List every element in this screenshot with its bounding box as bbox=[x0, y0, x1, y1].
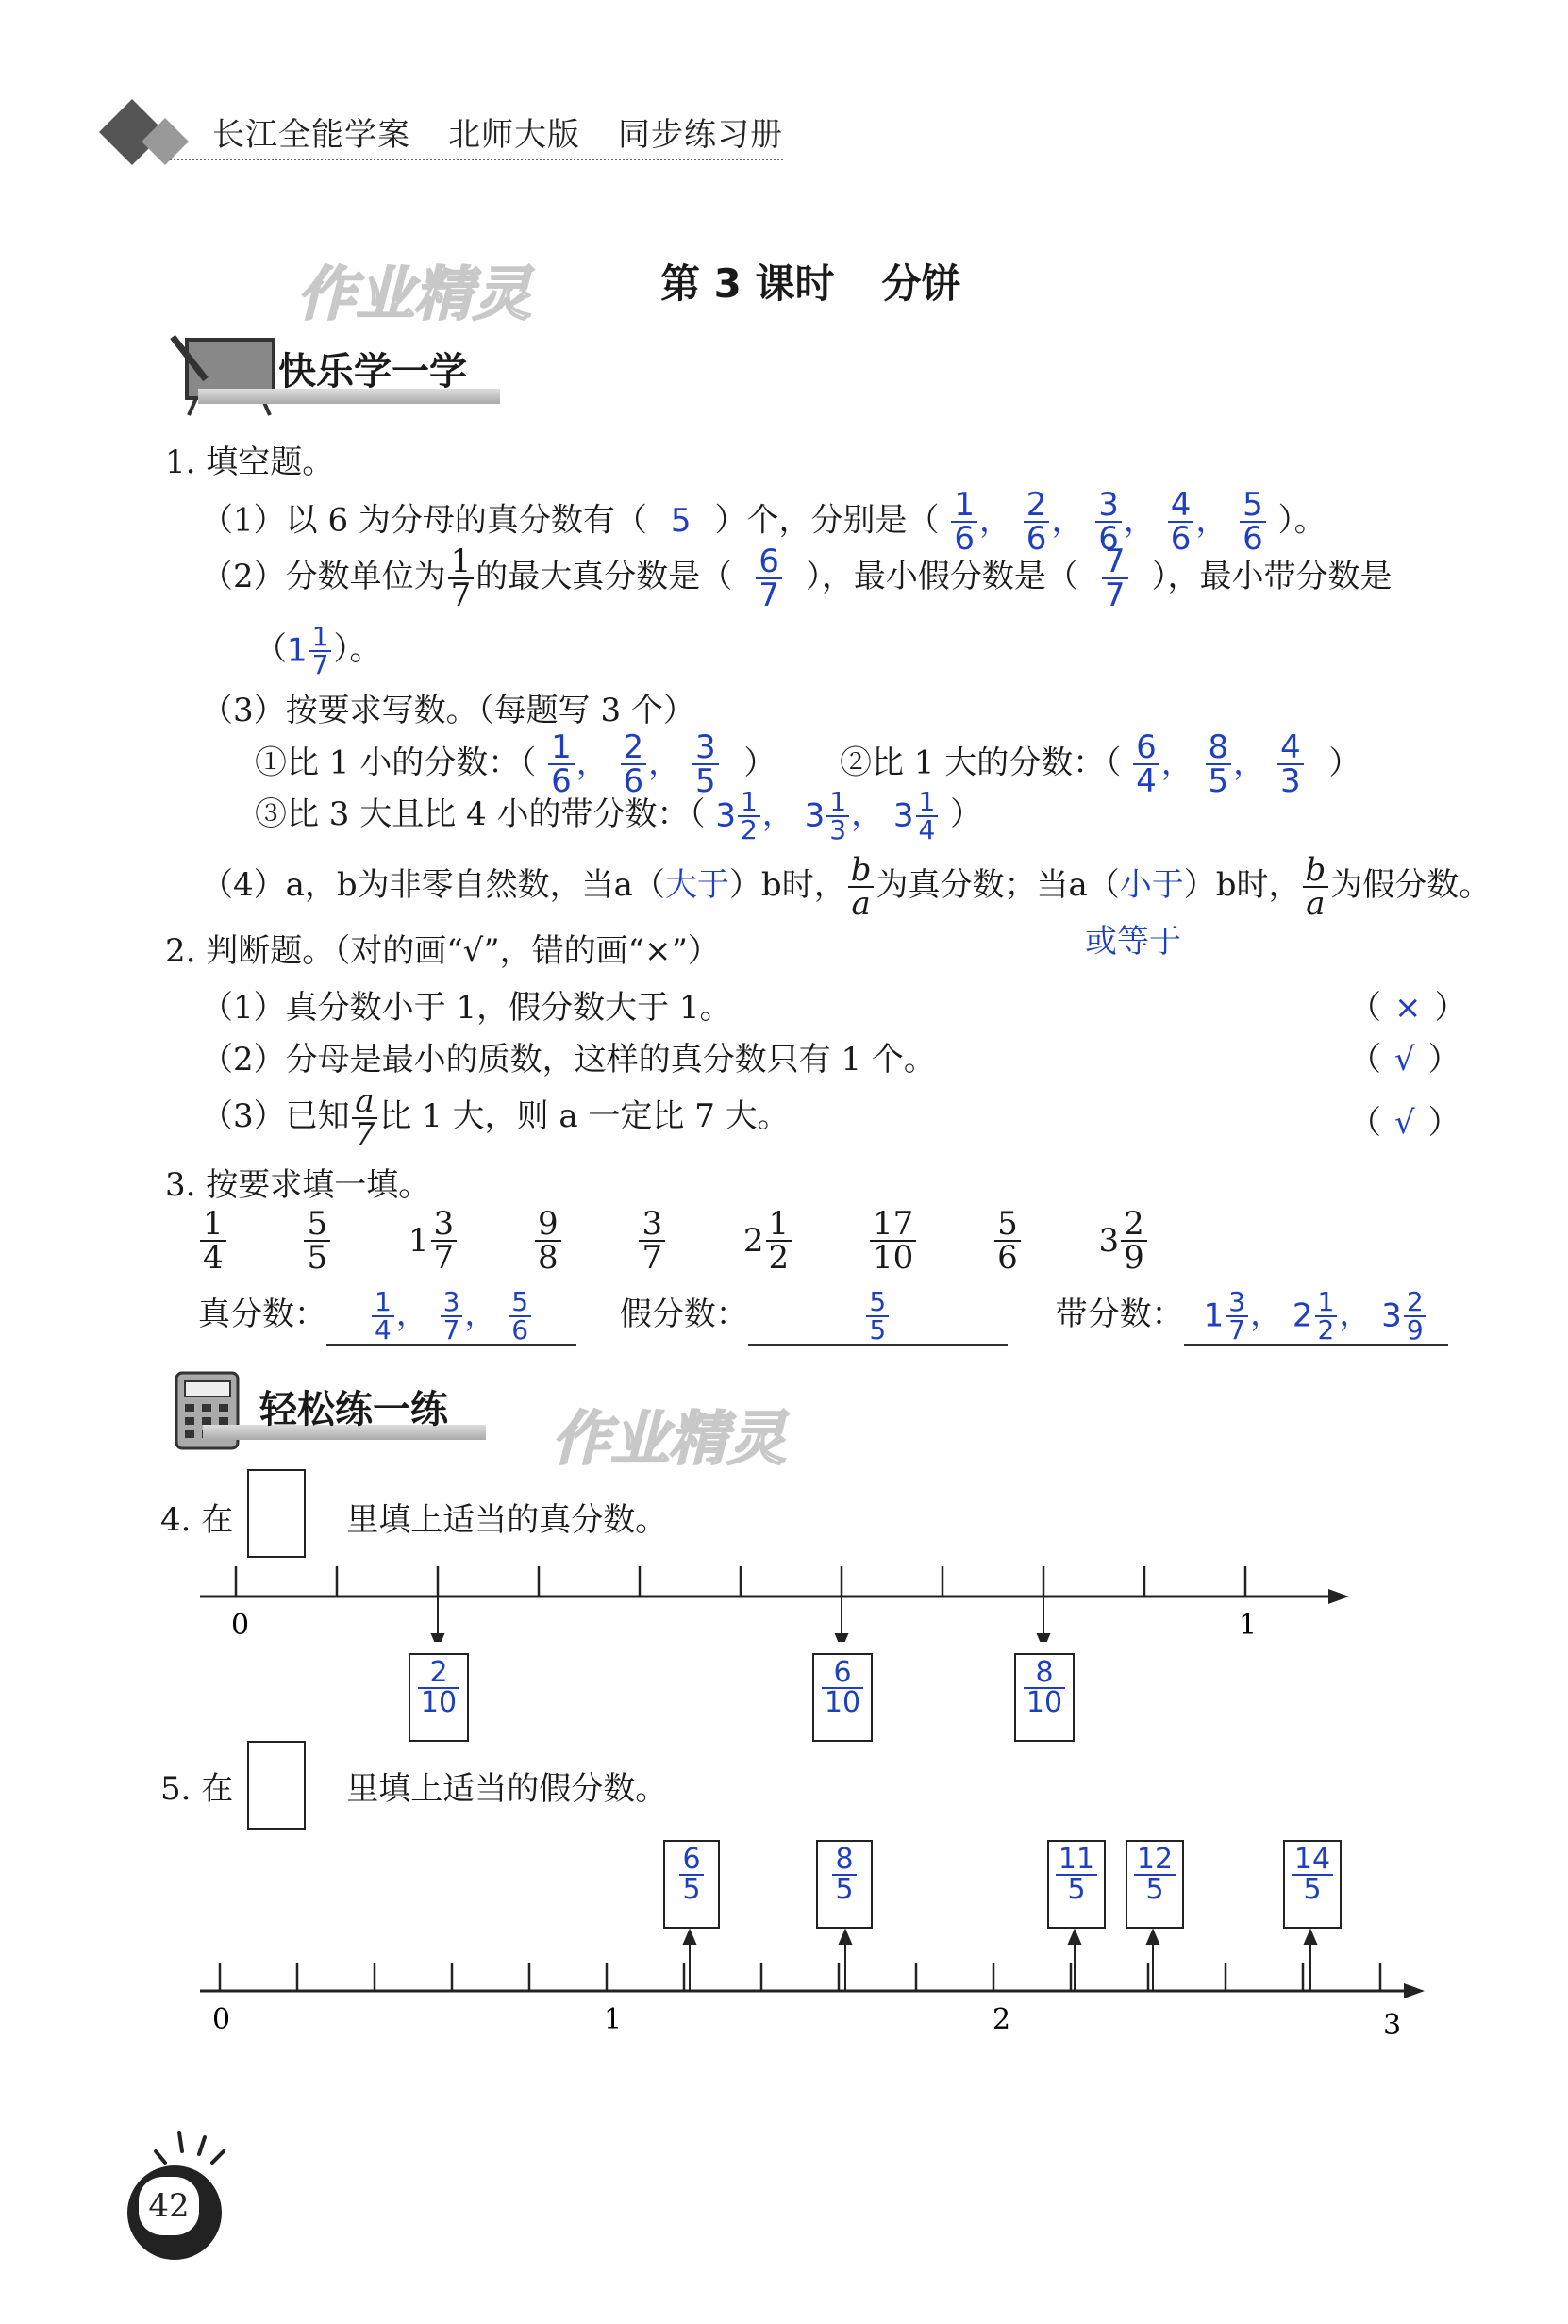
section2-label: 轻松练一练 bbox=[259, 1388, 448, 1431]
fraction bbox=[448, 543, 475, 614]
denominator: 7 bbox=[1104, 577, 1126, 614]
fraction bbox=[826, 785, 849, 845]
q5-tick-1: 1 bbox=[604, 2003, 623, 2036]
numerator: 2 bbox=[1404, 1289, 1426, 1317]
denominator: 6 bbox=[511, 1313, 529, 1346]
q1-p4-answer1: 大于 bbox=[664, 866, 729, 904]
numerator: 6 bbox=[1133, 731, 1159, 765]
denominator: 6 bbox=[997, 1239, 1018, 1277]
text: ），最小带分数是 bbox=[1151, 558, 1393, 595]
numerator: 1 bbox=[826, 789, 849, 817]
denominator: 5 bbox=[694, 762, 716, 800]
q5-tick-3: 3 bbox=[1383, 2009, 1402, 2038]
sep: ， bbox=[575, 744, 609, 782]
q1-p2-answer1 bbox=[756, 543, 782, 614]
text: ）。 bbox=[1277, 501, 1326, 540]
denominator: 3 bbox=[829, 813, 847, 845]
sep: ， bbox=[1051, 501, 1084, 540]
denominator: 7 bbox=[442, 1313, 460, 1346]
denominator: 2 bbox=[1317, 1313, 1335, 1346]
fraction bbox=[509, 1285, 531, 1346]
numerator: 8 bbox=[1206, 731, 1232, 765]
text: （ bbox=[255, 630, 287, 668]
denominator: 6 bbox=[1170, 520, 1192, 558]
numerator: 8 bbox=[1024, 1659, 1065, 1689]
q4-prompt bbox=[160, 1494, 667, 1540]
sep: ， bbox=[1339, 1296, 1372, 1333]
denominator: 10 bbox=[420, 1686, 458, 1719]
numerator: 3 bbox=[639, 1208, 665, 1242]
answers bbox=[1121, 728, 1315, 800]
watermark-2: 作业精灵 bbox=[552, 1404, 787, 1473]
q5-sample-box bbox=[247, 1741, 306, 1830]
text: ） bbox=[1328, 744, 1361, 782]
fraction bbox=[832, 1843, 856, 1906]
q1-part4 bbox=[201, 851, 1492, 923]
q1-stem: 1. 填空题。 bbox=[165, 443, 335, 481]
denominator: 9 bbox=[1124, 1239, 1144, 1277]
q2-item3-answer bbox=[1349, 1096, 1460, 1143]
text: ①比 1 小的分数：（ bbox=[255, 744, 537, 782]
denominator: 5 bbox=[307, 1239, 328, 1277]
calculator-icon bbox=[172, 1368, 247, 1453]
lesson-title bbox=[660, 253, 960, 309]
q3-stem: 3. 按要求填一填。 bbox=[165, 1166, 431, 1204]
denominator: 5 bbox=[869, 1313, 887, 1346]
denominator: 5 bbox=[682, 1873, 701, 1906]
q1-part3-3 bbox=[255, 785, 983, 845]
q5-answer-box bbox=[1283, 1840, 1342, 1929]
denominator: 4 bbox=[1136, 762, 1157, 800]
numerator: 12 bbox=[1134, 1846, 1176, 1876]
numerator: 11 bbox=[1056, 1846, 1097, 1876]
ticks bbox=[236, 1566, 1245, 1597]
q1-p4-answer2: 小于 bbox=[1119, 866, 1184, 904]
numerator: 9 bbox=[535, 1208, 561, 1242]
proper-label: 真分数： bbox=[198, 1296, 326, 1333]
fraction bbox=[1056, 1843, 1097, 1906]
fraction bbox=[1315, 1285, 1338, 1346]
q4-answer-box bbox=[409, 1653, 469, 1742]
text: 的最大真分数是（ bbox=[475, 558, 733, 595]
text: ）。 bbox=[333, 630, 382, 668]
q4-tick-1: 1 bbox=[1239, 1609, 1258, 1642]
q2-stem: 2. 判断题。（对的画“√”，错的画“×”） bbox=[165, 932, 720, 970]
fraction bbox=[431, 1205, 458, 1277]
fraction bbox=[309, 620, 332, 680]
watermark: 作业精灵 bbox=[297, 259, 532, 328]
q2-item1-answer bbox=[1349, 981, 1467, 1028]
rp: ） bbox=[1427, 1104, 1460, 1142]
q1-p1-fracs bbox=[940, 486, 1278, 558]
numerator: 2 bbox=[1024, 489, 1050, 523]
numerator: 8 bbox=[832, 1846, 856, 1876]
lesson-number: 第 3 课时 bbox=[660, 260, 835, 307]
whole: 1 bbox=[408, 1222, 429, 1260]
mixed-number bbox=[1381, 1285, 1427, 1346]
denominator: 7 bbox=[311, 648, 329, 680]
numerator: 1 bbox=[372, 1289, 394, 1317]
sep: ， bbox=[1233, 744, 1266, 782]
numerator: 1 bbox=[766, 1208, 792, 1242]
q3-numbers bbox=[198, 1205, 1149, 1277]
text: 比 1 大，则 a 一定比 7 大。 bbox=[379, 1097, 790, 1135]
numerator: 3 bbox=[431, 1208, 458, 1242]
fraction bbox=[738, 785, 760, 845]
text: ），最小假分数是（ bbox=[805, 558, 1078, 595]
denominator: 10 bbox=[824, 1686, 861, 1719]
text: ③比 3 大且比 4 小的带分数：（ bbox=[255, 795, 706, 833]
fraction bbox=[1206, 728, 1232, 800]
fraction bbox=[352, 1082, 378, 1154]
fraction bbox=[679, 1843, 703, 1906]
q3-answers bbox=[198, 1285, 1448, 1346]
fraction bbox=[372, 1285, 394, 1346]
q2-item2-answer bbox=[1349, 1033, 1460, 1079]
fraction bbox=[1292, 1843, 1333, 1906]
denominator: 10 bbox=[1026, 1686, 1063, 1719]
denominator: 4 bbox=[374, 1313, 392, 1346]
numerator: 2 bbox=[418, 1659, 459, 1689]
answer: √ bbox=[1394, 1104, 1415, 1142]
q1-part2 bbox=[201, 543, 1393, 614]
fraction bbox=[866, 1285, 889, 1346]
q1-part2-cont bbox=[255, 620, 382, 680]
answers bbox=[536, 728, 730, 800]
numerator: 6 bbox=[822, 1659, 863, 1689]
text: （1）以 6 为分母的真分数有（ bbox=[201, 501, 647, 540]
q5-number-line bbox=[189, 1925, 1434, 2038]
q4-number-line bbox=[189, 1547, 1368, 1642]
fraction bbox=[1226, 1285, 1248, 1346]
denominator: 7 bbox=[642, 1239, 663, 1277]
text: 为假分数。 bbox=[1330, 866, 1492, 904]
lp: （ bbox=[1349, 1104, 1381, 1142]
numerator: 1 bbox=[951, 489, 977, 523]
whole: 3 bbox=[1098, 1222, 1120, 1260]
fraction bbox=[1303, 851, 1329, 923]
mixed-answer bbox=[1184, 1285, 1448, 1346]
improper-label: 假分数： bbox=[619, 1296, 748, 1333]
sep: ， bbox=[1123, 501, 1156, 540]
book-name: 长江全能学案 bbox=[212, 116, 410, 154]
whole: 2 bbox=[742, 1222, 764, 1260]
q5-answer-box bbox=[1126, 1840, 1184, 1929]
fraction bbox=[870, 1205, 916, 1277]
q5-tick-0: 0 bbox=[212, 2003, 231, 2036]
fraction bbox=[916, 785, 939, 845]
numerator: 1 bbox=[548, 731, 575, 765]
fraction bbox=[1134, 1843, 1176, 1906]
lp: （ bbox=[1349, 1041, 1381, 1078]
fraction bbox=[418, 1656, 459, 1719]
denominator: 9 bbox=[1406, 1313, 1424, 1346]
text: ） bbox=[950, 795, 983, 833]
denominator: a bbox=[851, 885, 871, 923]
whole: 1 bbox=[1203, 1296, 1225, 1335]
rp: ） bbox=[1427, 1041, 1460, 1078]
header-divider bbox=[170, 159, 783, 160]
answer: × bbox=[1394, 989, 1422, 1027]
mixed-number bbox=[1098, 1205, 1149, 1277]
q5-answer-box bbox=[1047, 1840, 1106, 1929]
whole: 2 bbox=[1292, 1296, 1313, 1335]
denominator: 6 bbox=[1026, 520, 1047, 558]
lesson-name: 分饼 bbox=[881, 260, 961, 307]
fraction bbox=[1121, 1205, 1147, 1277]
q1-p2-answer3 bbox=[287, 620, 333, 680]
fraction bbox=[848, 851, 875, 923]
numerator: 1 bbox=[309, 624, 332, 652]
numerator: a bbox=[352, 1085, 378, 1119]
sep: ， bbox=[1195, 501, 1228, 540]
denominator: 2 bbox=[768, 1239, 790, 1277]
mixed-number bbox=[715, 785, 761, 845]
sep: ， bbox=[761, 795, 794, 833]
mixed-number bbox=[1292, 1285, 1339, 1346]
mixed-number bbox=[742, 1205, 793, 1277]
q5-prompt bbox=[160, 1763, 667, 1809]
numerator: 5 bbox=[509, 1289, 531, 1317]
numerator: 1 bbox=[200, 1208, 226, 1242]
whole: 3 bbox=[1381, 1296, 1402, 1335]
mixed-number bbox=[1203, 1285, 1250, 1346]
text: 里填上适当的假分数。 bbox=[346, 1770, 668, 1808]
text: ） bbox=[743, 744, 776, 782]
sep: ， bbox=[978, 501, 1011, 540]
numerator: 4 bbox=[1277, 731, 1304, 765]
whole: 3 bbox=[892, 796, 914, 835]
book-type: 同步练习册 bbox=[618, 116, 783, 154]
denominator: 2 bbox=[740, 813, 758, 845]
q5-answer-box bbox=[816, 1840, 873, 1929]
text: （4）a，b为非零自然数，当a（ bbox=[201, 866, 665, 904]
denominator: 6 bbox=[551, 762, 572, 800]
denominator: 4 bbox=[918, 813, 936, 845]
numerator: 3 bbox=[441, 1289, 463, 1317]
section1-label: 快乐学一学 bbox=[278, 350, 467, 393]
text: 里填上适当的真分数。 bbox=[346, 1501, 668, 1539]
sep: ， bbox=[648, 744, 681, 782]
denominator: 7 bbox=[1228, 1313, 1246, 1346]
sep: ， bbox=[1250, 1296, 1283, 1333]
fraction bbox=[822, 1656, 863, 1719]
numerator: 1 bbox=[916, 789, 939, 817]
text: 4. 在 bbox=[160, 1501, 234, 1539]
text: ）个，分别是（ bbox=[714, 501, 940, 540]
chalkboard-icon bbox=[168, 332, 281, 417]
mixed-number bbox=[892, 785, 940, 845]
q4-answer-box bbox=[1014, 1653, 1075, 1742]
fraction bbox=[1133, 728, 1159, 800]
numerator: 3 bbox=[692, 731, 719, 765]
lp: （ bbox=[1349, 989, 1381, 1027]
numerator: 5 bbox=[866, 1289, 889, 1317]
page-number-badge bbox=[127, 2165, 222, 2260]
denominator: 10 bbox=[873, 1239, 914, 1277]
fraction bbox=[1277, 728, 1304, 800]
denominator: 8 bbox=[538, 1239, 559, 1277]
denominator: 6 bbox=[1243, 520, 1263, 558]
numerator: 6 bbox=[679, 1846, 703, 1876]
denominator: 6 bbox=[954, 520, 975, 558]
numerator: 14 bbox=[1292, 1846, 1333, 1876]
page-number: 42 bbox=[139, 2177, 199, 2235]
sep: ， bbox=[1160, 744, 1193, 782]
q4-answer-box bbox=[812, 1653, 873, 1742]
numerator: 3 bbox=[1226, 1289, 1248, 1317]
fraction bbox=[1024, 1656, 1065, 1719]
numerator: 2 bbox=[621, 731, 647, 765]
numerator: 7 bbox=[1102, 545, 1128, 579]
book-edition: 北师大版 bbox=[448, 116, 580, 154]
numerator: 3 bbox=[1095, 489, 1122, 523]
q5-answer-box bbox=[663, 1840, 720, 1929]
mixed-number bbox=[804, 785, 851, 845]
text: 为真分数；当a（ bbox=[876, 866, 1120, 904]
numerator: 1 bbox=[448, 545, 475, 579]
answers bbox=[706, 785, 951, 845]
text: 5. 在 bbox=[160, 1770, 234, 1808]
q4-sample-box bbox=[247, 1469, 306, 1558]
denominator: 5 bbox=[1303, 1873, 1322, 1906]
denominator: 6 bbox=[623, 762, 644, 800]
numerator: 5 bbox=[304, 1208, 330, 1242]
whole: 1 bbox=[287, 631, 308, 670]
fraction bbox=[994, 1205, 1021, 1277]
q2-item2: （2）分母是最小的质数，这样的真分数只有 1 个。 bbox=[201, 1041, 936, 1078]
fraction bbox=[200, 1205, 226, 1277]
numerator: 17 bbox=[870, 1208, 916, 1242]
fraction bbox=[1404, 1285, 1426, 1346]
fraction bbox=[766, 1205, 792, 1277]
denominator: 7 bbox=[450, 577, 472, 614]
fraction bbox=[304, 1205, 330, 1277]
denominator: 5 bbox=[1208, 762, 1229, 800]
q1-p1-answer: 5 bbox=[670, 501, 692, 540]
q1-part3: （3）按要求写数。（每题写 3 个） bbox=[201, 692, 695, 729]
sep: ， bbox=[851, 795, 884, 833]
mixed-label: 带分数： bbox=[1055, 1296, 1184, 1333]
numerator: 6 bbox=[756, 545, 782, 579]
numerator: b bbox=[848, 854, 875, 888]
denominator: 5 bbox=[1067, 1873, 1086, 1906]
numerator: b bbox=[1303, 854, 1329, 888]
numerator: 1 bbox=[1315, 1289, 1338, 1317]
sep: ， bbox=[464, 1296, 497, 1333]
text: （3）已知 bbox=[201, 1097, 350, 1135]
q2-item1: （1）真分数小于 1，假分数大于 1。 bbox=[201, 989, 732, 1027]
page-badge-rays-icon bbox=[137, 2123, 231, 2170]
denominator: 7 bbox=[759, 577, 779, 614]
running-header bbox=[212, 109, 821, 155]
q1-p4-note: 或等于 bbox=[1085, 923, 1181, 961]
text: ）b时， bbox=[728, 866, 846, 904]
denominator: 3 bbox=[1279, 762, 1301, 800]
fraction bbox=[441, 1285, 463, 1346]
numerator: 5 bbox=[1240, 489, 1266, 523]
denominator: 4 bbox=[203, 1239, 224, 1277]
denominator: 6 bbox=[1098, 520, 1119, 558]
fraction bbox=[639, 1205, 665, 1277]
mixed-number bbox=[408, 1205, 459, 1277]
numerator: 1 bbox=[738, 789, 760, 817]
denominator: 5 bbox=[835, 1873, 854, 1906]
q1-p2-answer2 bbox=[1102, 543, 1128, 614]
numerator: 5 bbox=[994, 1208, 1021, 1242]
proper-answer bbox=[326, 1285, 576, 1346]
q4-tick-0: 0 bbox=[231, 1609, 250, 1642]
q5-tick-2: 2 bbox=[993, 2003, 1011, 2036]
sep: ， bbox=[395, 1296, 428, 1333]
whole: 3 bbox=[804, 796, 826, 835]
rp: ） bbox=[1434, 989, 1467, 1027]
denominator: a bbox=[1306, 885, 1326, 923]
denominator: 5 bbox=[1145, 1873, 1164, 1906]
whole: 3 bbox=[715, 796, 736, 835]
denominator: 7 bbox=[354, 1116, 375, 1154]
fraction bbox=[535, 1205, 561, 1277]
answer: √ bbox=[1394, 1041, 1415, 1078]
text: ）b时， bbox=[1183, 866, 1301, 904]
q2-item3 bbox=[201, 1082, 790, 1154]
numerator: 4 bbox=[1168, 489, 1194, 523]
text: ②比 1 大的分数：（ bbox=[840, 744, 1122, 782]
numerator: 2 bbox=[1121, 1208, 1147, 1242]
improper-answer bbox=[748, 1285, 1008, 1346]
denominator: 7 bbox=[433, 1239, 455, 1277]
text: （2）分数单位为 bbox=[201, 558, 446, 595]
